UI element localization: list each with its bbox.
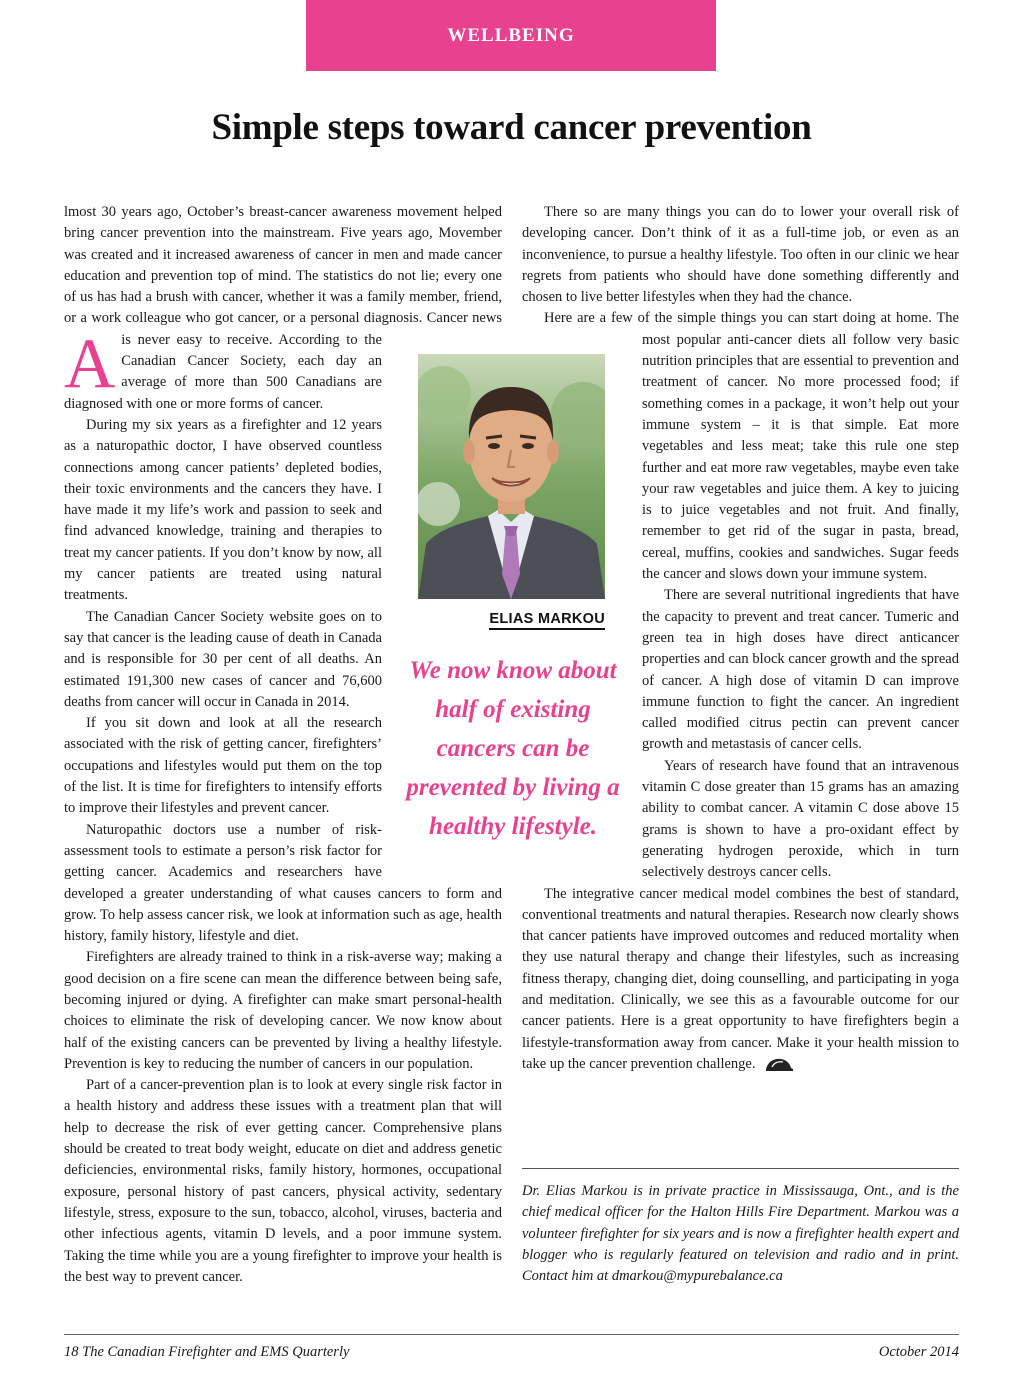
article-paragraph: Here are a few of the simple things you can start doing at home. The most popular anti-cancer diets all follow very basic nutrition principles that are essential to prevention and treatment of cancer. No more processed food; if something comes in a package, it won’t help out your immune system – it is that simple. Eat more vegetables and less meat; take this rule one step further and eat more raw vegetables, maybe even take your raw vegetables and juice them. A key to juicing is to juice vegetables and not fruit. And finally, remember to get rid of the sugar in pasta, bread, cereal, muffins, cookies and sandwiches. Sugar feeds the cancer and slows down your immune system.: [544, 310, 959, 583]
article-paragraph: Part of a cancer-prevention plan is to look at every single risk factor in a health history and address these issues with a treatment plan that will help to decrease the risk of ever getting cancer. Comprehensive plans should be created to treat body weight, educate on diet and address genetic deficiencies, environmental risks, family history, hormones, occupational exposure, personal history of past cancers, physical activity, sedentary lifestyle, stress, exposure to the sun, tobacco, alcohol, viruses, bacteria and other infectious agents, vitamin D levels, and a poor immune system. Taking the time while you are a young firefighter to improve your health is the best way to prevent cancer.: [64, 1077, 502, 1285]
footer-folio: 18 The Canadian Firefighter and EMS Quarterly: [64, 1344, 350, 1360]
article-paragraph: The integrative cancer medical model combines the best of standard, conventional treatments and natural therapies. Research now clearly shows that cancer patients have improved outcomes and reduced mortality when they use natural therapy and change their lifestyles, such as increasing fitness therapy, changing diet, doing counselling, and participating in yoga and meditation. Clinically, we see this as a favourable outcome for our cancer patients. Here is a great opportunity to have firefighters begin a lifestyle-transformation away from cancer. Make it your health mission to take up the cancer prevention challenge.: [522, 885, 959, 1072]
article-paragraph: Firefighters are already trained to think in a risk-averse way; making a good decision on a fire scene can mean the difference between being safe, becoming injured or dying. A firefighter can make smart personal-health choices to eliminate the risk of developing cancer. We now know about half of the existing cancers can be prevented by living a healthy lifestyle. Prevention is key to reducing the number of cancers in our population.: [64, 949, 502, 1072]
article-paragraph: During my six years as a firefighter and 12 years as a naturopathic doctor, I have observed countless connections among cancer patients’ depleted bodies, their toxic environments and the cancers they have. I have made it my life’s work and passion to seek and find advanced knowledge, training and therapies to treat my cancer patients. If you don’t know by now, all my cancer patients are treated using natural treatments.: [64, 416, 382, 604]
article-paragraph: Years of research have found that an intravenous vitamin C dose greater than 15 grams has an amazing ability to combat cancer. A vitamin C dose above 15 grams is shown to have a pro-oxidant effect by generating hydrogen peroxide, which in turn selectively destroys cancer cells.: [642, 757, 959, 881]
author-photo: [418, 354, 605, 599]
drop-cap: A: [64, 325, 116, 403]
article-paragraph: If you sit down and look at all the research associated with the risk of getting cancer, firefighters’ occupations and lifestyles would put them on the top of the list. It is time for firefighters to intensify efforts to improve their lifestyles and prevent cancer.: [64, 715, 382, 817]
footer-divider: [64, 1334, 959, 1335]
section-label: WELLBEING: [447, 24, 575, 46]
article-paragraph: The Canadian Cancer Society website goes on to say that cancer is the leading cause of death in Canada and is responsible for 30 per cent of all deaths. An estimated 191,300 new cases of cancer and 76,600 deaths from cancer will occur in Canada in 2014.: [64, 608, 382, 710]
author-bio: Dr. Elias Markou is in private practice in Mississauga, Ont., and is the chief medical officer for the Halton Hills Fire Department. Markou was a volunteer firefighter for six years and is now a firefighter health expert and blogger who is regularly featured on television and radio and in print. Contact him at dmarkou@mypurebalance.ca: [522, 1183, 959, 1285]
article-paragraph: There so are many things you can do to lower your overall risk of developing cancer. Don’t think of it as a full-time job, or even as an inconvenience, to pursue a healthy lifestyle. Too often in our clinic we hear regrets from patients who should have done something differently and chosen to live better lifestyles when they had the chance.: [522, 204, 959, 306]
photo-caption: ELIAS MARKOU: [418, 611, 605, 627]
bio-divider: [522, 1168, 959, 1169]
article-paragraph: Naturopathic doctors use a number of risk-assessment tools to estimate a person’s risk factor for getting cancer. Academics and researchers have developed a greater understanding of what causes cancers to form and grow. To help assess cancer risk, we look at information such as age, health history, family history, lifestyle and diet.: [64, 821, 502, 945]
article-paragraph: A lmost 30 years ago, October’s breast-cancer awareness movement helped bring cancer prevention into the mainstream. Five years ago, Movember was created and it increased awareness of cancer in men and made cancer education and prevention top of mind. The statistics do not lie; every one of us has had a brush with cancer, whether it was a family member, friend, or a work colleague who got cancer, or a personal diagnosis. Cancer news is never easy to receive. According to the Canadian Cancer Society, each day an average of more than 500 Canadians are diagnosed with one or more forms of cancer.: [64, 204, 502, 412]
article-paragraph: There are several nutritional ingredients that have the capacity to prevent and treat cancer. Tumeric and green tea in high doses have direct anticancer properties and can block cancer growth and the spread of cancer. A high dose of vitamin D can improve immune function to fight the cancer. An ingredient called modified citrus pectin can prevent cancer growth and metastasis of cancer cells.: [642, 587, 959, 753]
footer-date: October 2014: [878, 1344, 959, 1360]
pull-quote: We now know about half of existing cancers can be prevented by living a healthy lifestyle.: [406, 657, 620, 840]
portrait-photo: [418, 354, 605, 599]
article-title: Simple steps toward cancer prevention: [211, 107, 812, 148]
section-tab: [306, 0, 716, 71]
firefighter-helmet-icon: [764, 1057, 794, 1073]
